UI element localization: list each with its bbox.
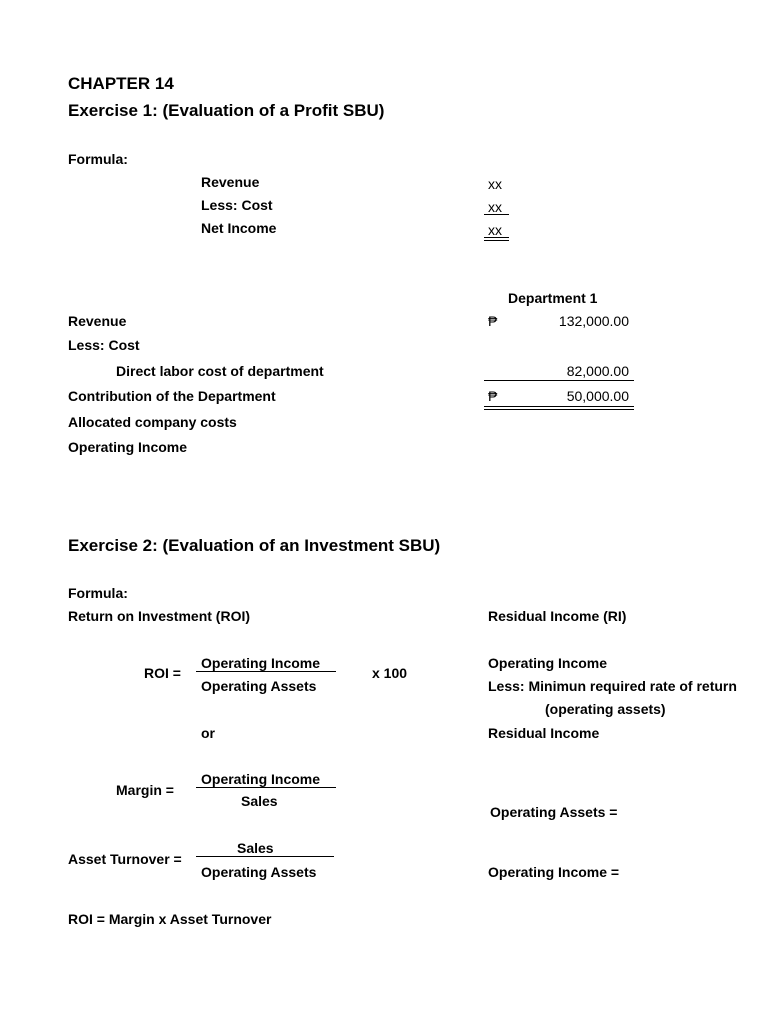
- asset-turnover-fraction-bar: [196, 856, 334, 857]
- formula-less-cost-value: xx: [488, 199, 502, 215]
- roi-heading: Return on Investment (ROI): [68, 608, 251, 624]
- margin-denominator: Sales: [241, 793, 278, 809]
- contribution-value: 50,000.00: [566, 388, 629, 404]
- department-column-header: Department 1: [508, 290, 598, 306]
- direct-labor-underline: [484, 380, 634, 381]
- contribution-underline-2: [484, 409, 634, 410]
- asset-turnover-label: Asset Turnover =: [68, 851, 182, 867]
- formula-net-underline-2: [484, 240, 509, 241]
- formula-revenue-label: Revenue: [201, 174, 260, 190]
- revenue-value: 132,000.00: [558, 313, 629, 329]
- margin-numerator: Operating Income: [201, 771, 321, 787]
- operating-assets-equals: Operating Assets =: [490, 804, 618, 820]
- ex1-formula-label: Formula:: [68, 151, 128, 167]
- ri-heading: Residual Income (RI): [488, 608, 627, 624]
- formula-cost-underline: [484, 214, 509, 215]
- roi-label: ROI =: [144, 665, 181, 681]
- direct-labor-value: 82,000.00: [566, 363, 629, 379]
- ri-residual-income: Residual Income: [488, 725, 600, 741]
- formula-net-underline-1: [484, 237, 509, 238]
- roi-summary: ROI = Margin x Asset Turnover: [68, 911, 272, 927]
- asset-turnover-numerator: Sales: [237, 840, 274, 856]
- ex2-formula-label: Formula:: [68, 585, 128, 601]
- exercise2-title: Exercise 2: (Evaluation of an Investment SBU): [68, 536, 441, 555]
- formula-revenue-value: xx: [488, 176, 502, 192]
- ri-less-minimum: Less: Minimun required rate of return: [488, 678, 737, 694]
- direct-labor-label: Direct labor cost of department: [116, 363, 324, 379]
- asset-turnover-denominator: Operating Assets: [201, 864, 317, 880]
- formula-less-cost-label: Less: Cost: [201, 197, 273, 213]
- operating-income-equals: Operating Income =: [488, 864, 620, 880]
- formula-net-income-label: Net Income: [201, 220, 277, 236]
- formula-net-income-value: xx: [488, 222, 502, 238]
- exercise1-title: Exercise 1: (Evaluation of a Profit SBU): [68, 101, 385, 120]
- roi-fraction-bar: [196, 671, 336, 672]
- chapter-title: CHAPTER 14: [68, 74, 174, 93]
- contribution-underline-1: [484, 406, 634, 407]
- roi-numerator: Operating Income: [201, 655, 321, 671]
- ri-operating-income: Operating Income: [488, 655, 608, 671]
- margin-fraction-bar: [196, 787, 336, 788]
- revenue-label: Revenue: [68, 313, 127, 329]
- ri-operating-assets-paren: (operating assets): [545, 701, 666, 717]
- contribution-label: Contribution of the Department: [68, 388, 276, 404]
- or-label: or: [201, 725, 215, 741]
- roi-multiplier: x 100: [372, 665, 408, 681]
- roi-denominator: Operating Assets: [201, 678, 317, 694]
- revenue-currency: ₱: [488, 313, 498, 329]
- allocated-costs-label: Allocated company costs: [68, 414, 237, 430]
- margin-label: Margin =: [116, 782, 174, 798]
- less-cost-label: Less: Cost: [68, 337, 140, 353]
- contribution-currency: ₱: [488, 388, 498, 404]
- operating-income-label: Operating Income: [68, 439, 188, 455]
